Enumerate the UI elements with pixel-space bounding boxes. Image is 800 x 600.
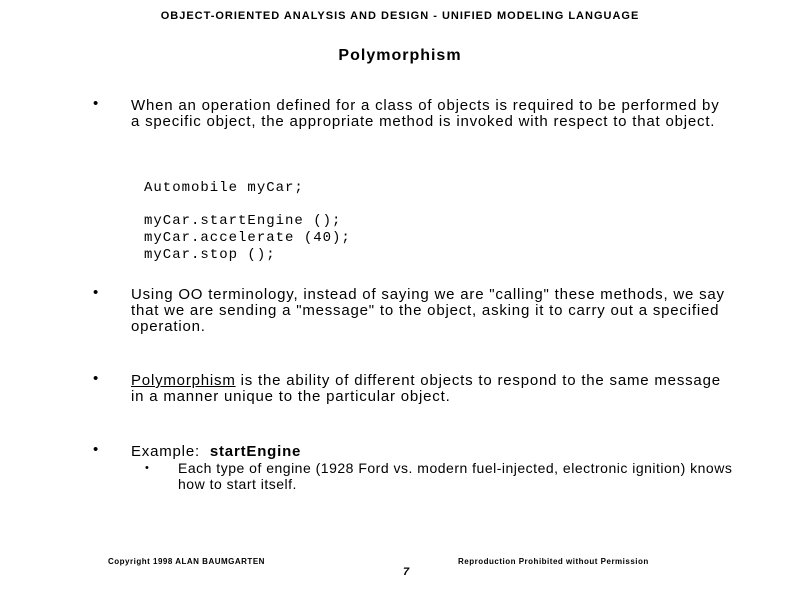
- bullet-text-polymorphism: [131, 373, 731, 405]
- sub-bullet-text: Each type of engine (1928 Ford vs. modern fuel-injected, electronic ignition) knows how to start itself.: [178, 460, 733, 492]
- polymorphism-term: Polymorphism: [131, 372, 236, 389]
- bullet-text-operation: When an operation defined for a class of objects is required to be performed by a specific object, the appropriate method is invoked with respect to that object.: [131, 97, 720, 130]
- slide-header: OBJECT-ORIENTED ANALYSIS AND DESIGN - UNIFIED MODELING LANGUAGE: [160, 10, 640, 22]
- page-number: 7: [403, 566, 410, 578]
- bullet-icon: •: [93, 370, 99, 387]
- bullet-text-example: [131, 444, 731, 460]
- sub-bullet-icon: •: [145, 462, 149, 474]
- bullet-icon: •: [93, 441, 99, 458]
- footer-copyright: Copyright 1998 ALAN BAUMGARTEN: [108, 557, 265, 566]
- footer-reproduction-notice: Reproduction Prohibited without Permission: [458, 557, 649, 566]
- example-method-name: startEngine: [209, 443, 302, 460]
- polymorphism-definition: is the ability of different objects to respond to the same message in a manner unique to the particular object.: [131, 372, 721, 405]
- code-declaration: Automobile myCar;: [144, 180, 304, 196]
- slide-title: Polymorphism: [338, 47, 462, 64]
- example-label: Example:: [131, 443, 210, 460]
- bullet-icon: •: [93, 95, 99, 112]
- code-method-calls: myCar.startEngine (); myCar.accelerate (40); myCar.stop ();: [144, 213, 351, 263]
- bullet-icon: •: [93, 284, 99, 301]
- bullet-text-messages: Using OO terminology, instead of saying we are "calling" these methods, we say that we are sending a "message" to the object, asking it to carry out a specified operation.: [131, 286, 725, 335]
